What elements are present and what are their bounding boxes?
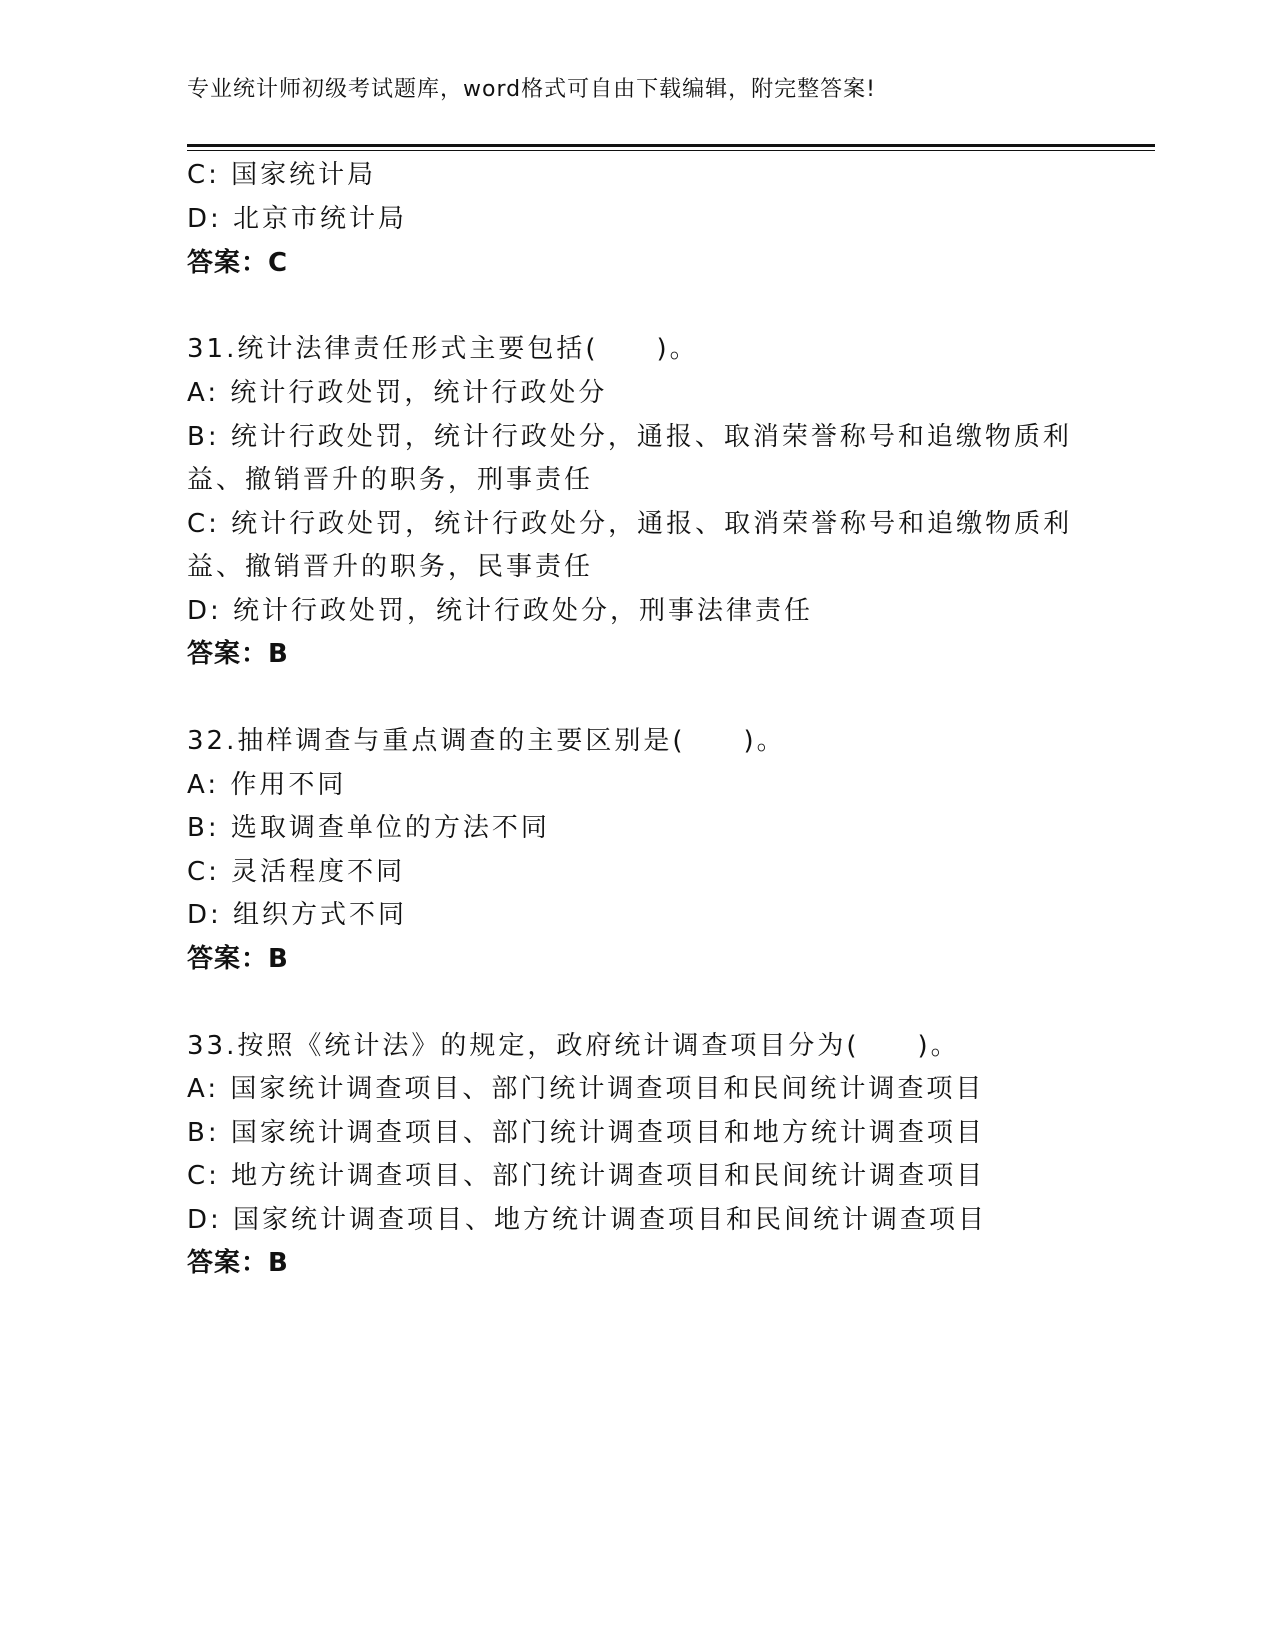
- q30-option-d: D: 北京市统计局: [187, 204, 408, 234]
- q32-answer: 答案：B: [187, 944, 289, 974]
- page-header: 专业统计师初级考试题库，word格式可自由下载编辑，附完整答案!: [187, 77, 876, 102]
- q31-answer: 答案：B: [187, 639, 289, 669]
- q31-option-d: D: 统计行政处罚，统计行政处分，刑事法律责任: [187, 596, 814, 626]
- q31-option-b-line1: B: 统计行政处罚，统计行政处分，通报、取消荣誉称号和追缴物质利: [187, 422, 1072, 452]
- q31-option-a: A: 统计行政处罚，统计行政处分: [187, 378, 608, 408]
- q31-option-c-line1: C: 统计行政处罚，统计行政处分，通报、取消荣誉称号和追缴物质利: [187, 509, 1073, 539]
- q32-option-c: C: 灵活程度不同: [187, 857, 406, 887]
- q33-option-b: B: 国家统计调查项目、部门统计调查项目和地方统计调查项目: [187, 1118, 985, 1148]
- header-rule-thick: [187, 144, 1155, 147]
- q32-option-a: A: 作用不同: [187, 770, 347, 800]
- q33-stem: 33.按照《统计法》的规定，政府统计调查项目分为( )。: [187, 1031, 960, 1061]
- header-rule-thin: [187, 150, 1155, 151]
- q33-answer: 答案：B: [187, 1248, 289, 1278]
- q31-stem: 31.统计法律责任形式主要包括( )。: [187, 334, 699, 364]
- q31-option-c-line2: 益、撤销晋升的职务，民事责任: [187, 552, 594, 582]
- q33-option-a: A: 国家统计调查项目、部门统计调查项目和民间统计调查项目: [187, 1074, 985, 1104]
- q31-option-b-line2: 益、撤销晋升的职务，刑事责任: [187, 465, 594, 495]
- q33-option-d: D: 国家统计调查项目、地方统计调查项目和民间统计调查项目: [187, 1205, 988, 1235]
- q32-stem: 32.抽样调查与重点调查的主要区别是( )。: [187, 726, 786, 756]
- q33-option-c: C: 地方统计调查项目、部门统计调查项目和民间统计调查项目: [187, 1161, 986, 1191]
- q30-option-c: C: 国家统计局: [187, 160, 377, 190]
- q30-answer: 答案：C: [187, 248, 289, 278]
- q32-option-d: D: 组织方式不同: [187, 900, 408, 930]
- q32-option-b: B: 选取调查单位的方法不同: [187, 813, 550, 843]
